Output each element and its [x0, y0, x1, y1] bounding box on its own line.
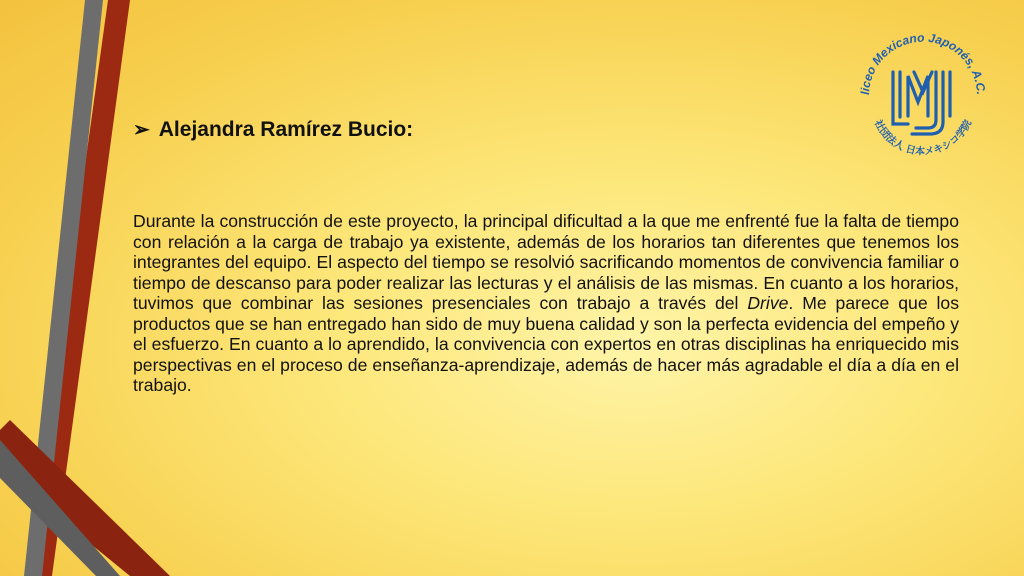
paragraph-part-1: Durante la construcción de este proyecto, la principal dificultad a la que me enfrenté fue la falta de tiempo con relación a la carga de trabajo ya existente, además de los horarios tan diferentes que tenemos los integrantes del equipo. El aspecto del tiempo se resolvió sacrificando momentos de convivencia familiar o tiempo de descanso para poder realizar las lecturas y el análisis de las mismas. En cuanto a los horarios, tuvimos que combinar las sesiones presenciales con trabajo a través del: [133, 211, 959, 313]
svg-text:社団法人 日本メキシコ学院: [871, 117, 974, 158]
school-logo: [848, 24, 998, 174]
slide-heading: [133, 117, 413, 142]
lmj-monogram-icon: [893, 72, 950, 134]
arrow-bullet-icon: ➢: [133, 119, 150, 141]
heading-text: Alejandra Ramírez Bucio:: [158, 117, 414, 141]
body-paragraph: [133, 211, 959, 396]
logo-bottom-text: 社団法人 日本メキシコ学院: [871, 118, 975, 158]
paragraph-italic-word: Drive: [747, 293, 789, 313]
paragraph-part-2: . Me parece que los productos que se han entregado han sido de muy buena calidad y son la perfecta evidencia del empeño y el esfuerzo. En cuanto a lo aprendido, la convivencia con expertos en otras disciplinas ha enriquecido mis perspectivas en el proceso de enseñanza-aprendizaje, además de hacer más agradable el día a día en el trabajo.: [133, 293, 959, 395]
logo-top-text: liceo Mexicano Japonés, A.C.: [857, 30, 989, 96]
